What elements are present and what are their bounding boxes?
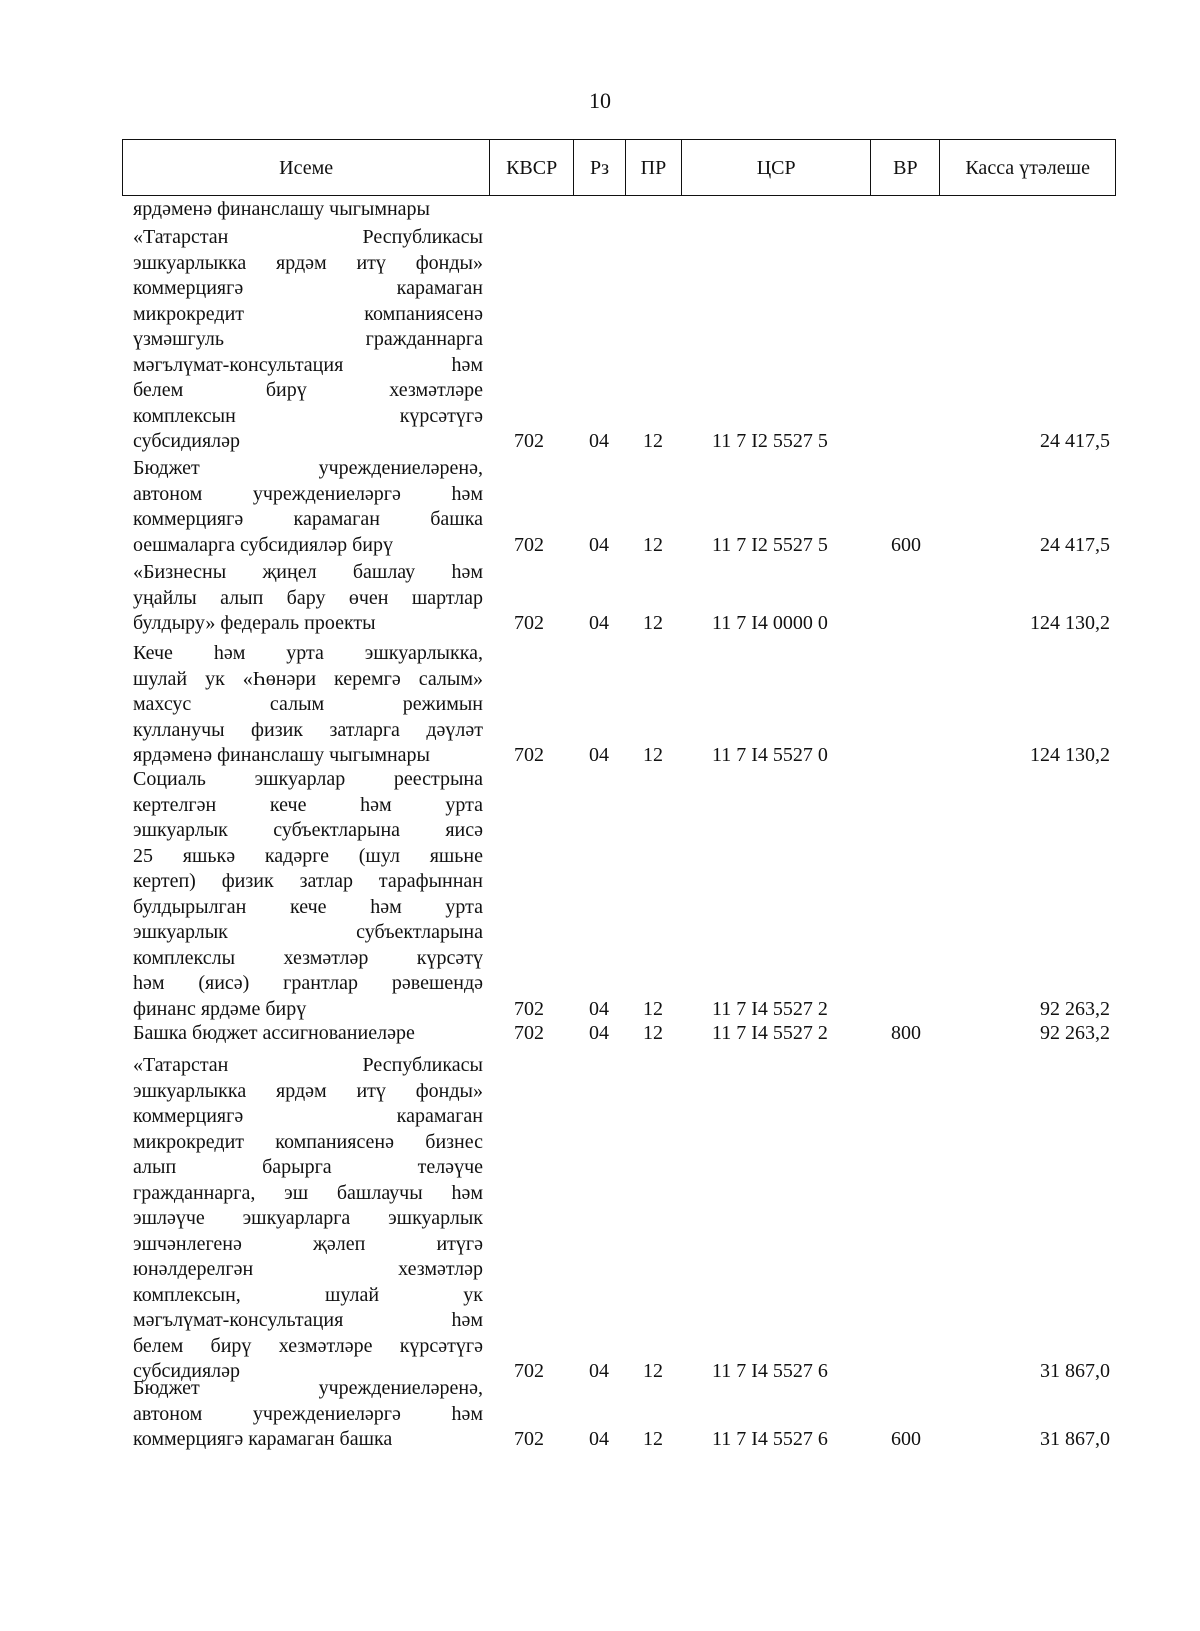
row-kvsr: 702 [514,744,544,766]
row-name-line: уңайлы алып бару өчен шартлар [133,586,483,609]
row-name-line: эшкуарлык субъектларына яисә [133,819,483,841]
row-name-line: эшкуарлык субъектларына [133,921,483,943]
row-sum: 31 867,0 [1040,1360,1110,1382]
header-rz: Рз [574,140,626,195]
row-kvsr: 702 [514,430,544,452]
row-kvsr: 702 [514,997,544,1020]
row-name [133,1053,483,1385]
row-vr: 600 [891,1428,921,1450]
row-pr: 12 [643,430,663,452]
row-name-line: комплекслы хезмәтләр күрсәтү [133,946,483,969]
row-rz: 04 [589,1428,609,1450]
table-row [0,560,1200,637]
row-pr: 12 [643,612,663,634]
row-name-line: коммерциягә карамаган [133,1105,483,1127]
row-sum: 24 417,5 [1040,533,1110,556]
header-sum: Касса үтәлеше [965,156,1090,179]
row-kvsr: 702 [514,1022,544,1044]
row-kvsr: 702 [514,1428,544,1450]
row-name-line: шулай ук «Һөнәри керемгә салым» [133,667,483,690]
row-sum: 24 417,5 [1040,430,1110,452]
row-name-line: булдыру» федераль проекты [133,612,376,634]
row-csr: 11 7 I2 5527 5 [712,533,828,556]
row-name-line: юнәлдерелгән хезмәтләр [133,1258,483,1280]
row-name-line: автоном учреждениеләргә һәм [133,1402,483,1425]
row-name-line: кертеп) физик затлар тарафыннан [133,870,483,892]
table-row [0,1053,1200,1385]
row-name-line: мәгълүмат-консультация һәм [133,1309,483,1331]
row-sum: 31 867,0 [1040,1428,1110,1450]
row-name-line: булдырылган кече һәм урта [133,895,483,918]
row-name [133,641,483,769]
row-rz: 04 [589,430,609,452]
row-name-line: кертелгән кече һәм урта [133,793,483,816]
row-name [133,197,483,223]
row-pr: 12 [643,744,663,766]
row-name-line: комплексын күрсәтүгә [133,404,483,427]
row-name [133,1021,483,1047]
row-name [133,1376,483,1453]
header-vr: ВР [871,140,940,195]
row-csr: 11 7 I4 5527 6 [712,1360,828,1382]
row-vr: 800 [891,1022,921,1044]
row-rz: 04 [589,612,609,634]
row-pr: 12 [643,997,663,1020]
row-rz: 04 [589,997,609,1020]
header-kvsr: КВСР [490,140,574,195]
row-name-line: автоном учреждениеләргә һәм [133,482,483,505]
row-name-line: субсидияләр [133,1360,241,1382]
row-name-line: белем бирү хезмәтләре [133,379,483,401]
row-name-line: махсус салым режимын [133,693,483,715]
row-name-line: комплексын, шулай ук [133,1283,483,1306]
row-name-line: коммерциягә карамаган [133,277,483,299]
row-name-line: коммерциягә карамаган башка [133,508,483,530]
row-name-line: Бюджет учреждениеләренә, [133,457,483,479]
row-name-line: коммерциягә карамаган башка [133,1428,393,1450]
row-pr: 12 [643,1022,663,1044]
table-row [0,456,1200,558]
header-pr: ПР [626,140,682,195]
row-name-line: микрокредит компаниясенә [133,302,483,325]
row-name [133,456,483,558]
row-sum: 92 263,2 [1040,1022,1110,1044]
row-csr: 11 7 I4 5527 2 [712,997,828,1020]
row-name-line: һәм (яисә) грантлар рәвешендә [133,972,483,994]
table-row [0,1376,1200,1453]
row-name-line: Кече һәм урта эшкуарлыкка, [133,642,483,664]
row-pr: 12 [643,533,663,556]
table-row [0,767,1200,1022]
row-name [133,767,483,1022]
row-csr: 11 7 I4 5527 6 [712,1428,828,1450]
row-kvsr: 702 [514,612,544,634]
row-pr: 12 [643,1360,663,1382]
row-name-line: ярдәменә финанслашу чыгымнары [133,198,430,220]
row-name-line: кулланучы физик затларга дәүләт [133,718,483,741]
row-kvsr: 702 [514,533,544,556]
row-name-line: алып барырга теләүче [133,1156,483,1178]
row-sum: 92 263,2 [1040,997,1110,1020]
page-number: 10 [589,88,611,113]
row-name-line: Башка бюджет ассигнованиеләре [133,1022,415,1044]
row-name-line: «Татарстан Республикасы [133,1054,483,1076]
row-csr: 11 7 I4 5527 2 [712,1022,828,1044]
row-name-line: Социаль эшкуарлар реестрына [133,768,483,790]
header-name: Исеме [123,140,490,195]
row-name-line: 25 яшькә кадәрге (шул яшьне [133,844,483,867]
row-rz: 04 [589,1360,609,1382]
row-name-line: оешмаларга субсидияләр бирү [133,533,393,556]
row-name-line: Бюджет учреждениеләренә, [133,1377,483,1399]
row-name-line: эшләүче эшкуарларга эшкуарлык [133,1207,483,1229]
header-csr: ЦСР [682,140,872,195]
row-kvsr: 702 [514,1360,544,1382]
row-csr: 11 7 I2 5527 5 [712,430,828,452]
row-name-line: белем бирү хезмәтләре күрсәтүгә [133,1334,483,1357]
row-name-line: микрокредит компаниясенә бизнес [133,1130,483,1153]
row-sum: 124 130,2 [1030,612,1110,634]
row-csr: 11 7 I4 0000 0 [712,612,828,634]
row-csr: 11 7 I4 5527 0 [712,744,828,766]
row-name-line: «Татарстан Республикасы [133,226,483,248]
row-name-line: үзмәшгуль гражданнарга [133,328,483,350]
table-row [0,197,1200,223]
row-name-line: гражданнарга, эш башлаучы һәм [133,1181,483,1204]
row-sum: 124 130,2 [1030,744,1110,766]
row-name-line: «Бизнесны җиңел башлау һәм [133,561,483,583]
row-name-line: субсидияләр [133,430,241,452]
row-name [133,225,483,455]
table-row [0,1021,1200,1047]
row-rz: 04 [589,1022,609,1044]
row-name-line: финанс ярдәме бирү [133,997,307,1020]
row-rz: 04 [589,533,609,556]
row-rz: 04 [589,744,609,766]
row-name-line: мәгълүмат-консультация һәм [133,353,483,376]
row-name-line: эшчәнлегенә җәлеп итүгә [133,1232,483,1255]
row-name [133,560,483,637]
row-pr: 12 [643,1428,663,1450]
row-name-line: эшкуарлыкка ярдәм итү фонды» [133,251,483,274]
table-row [0,225,1200,455]
row-vr: 600 [891,533,921,556]
row-name-line: эшкуарлыкка ярдәм итү фонды» [133,1079,483,1102]
table-row [0,641,1200,769]
row-name-line: ярдәменә финанслашу чыгымнары [133,744,430,766]
